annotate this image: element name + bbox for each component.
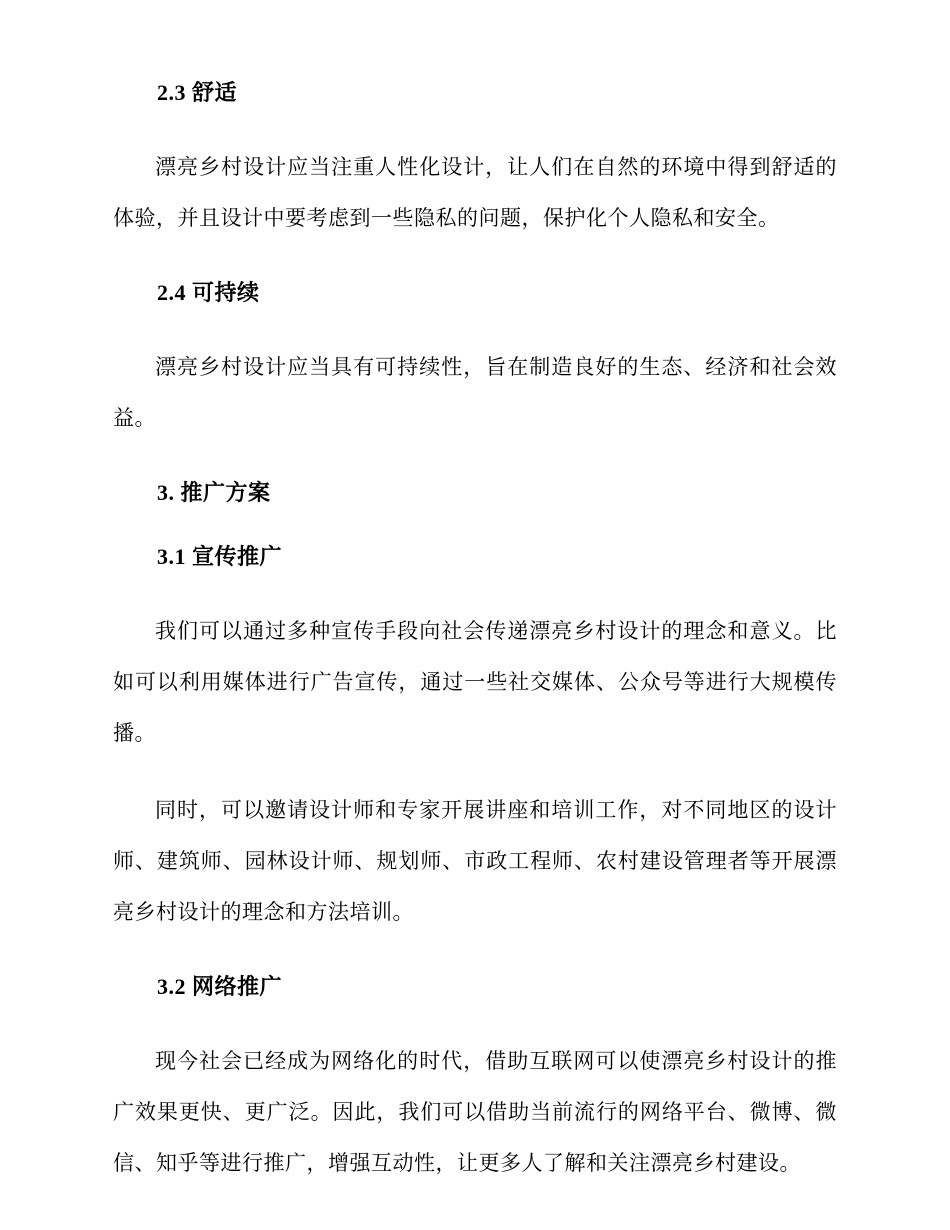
- heading-3-2-online-promotion: 3.2 网络推广: [157, 974, 283, 999]
- paragraph-publicity-body-2: 同时，可以邀请设计师和专家开展讲座和培训工作，对不同地区的设计师、建筑师、园林设计师、规划师、市政工程师、农村建设管理者等开展漂亮乡村设计的理念和方法培训。: [113, 798, 837, 924]
- heading-2-4-sustainable: 2.4 可持续: [157, 280, 260, 305]
- paragraph-online-promotion-body: 现今社会已经成为网络化的时代，借助互联网可以使漂亮乡村设计的推广效果更快、更广泛。因此，我们可以借助当前流行的网络平台、微博、微信、知乎等进行推广，增强互动性，让更多人了解和关注漂亮乡村建设。: [113, 1049, 837, 1175]
- paragraph-comfort-body: 漂亮乡村设计应当注重人性化设计，让人们在自然的环境中得到舒适的体验，并且设计中要考虑到一些隐私的问题，保护化个人隐私和安全。: [113, 155, 837, 230]
- heading-2-3-comfort: 2.3 舒适: [157, 80, 238, 105]
- heading-3-promotion-plan: 3. 推广方案: [157, 480, 271, 505]
- heading-3-1-publicity: 3.1 宣传推广: [157, 544, 283, 569]
- paragraph-sustainable-body: 漂亮乡村设计应当具有可持续性，旨在制造良好的生态、经济和社会效益。: [113, 355, 837, 430]
- paragraph-publicity-body-1: 我们可以通过多种宣传手段向社会传递漂亮乡村设计的理念和意义。比如可以利用媒体进行广告宣传，通过一些社交媒体、公众号等进行大规模传播。: [113, 619, 837, 745]
